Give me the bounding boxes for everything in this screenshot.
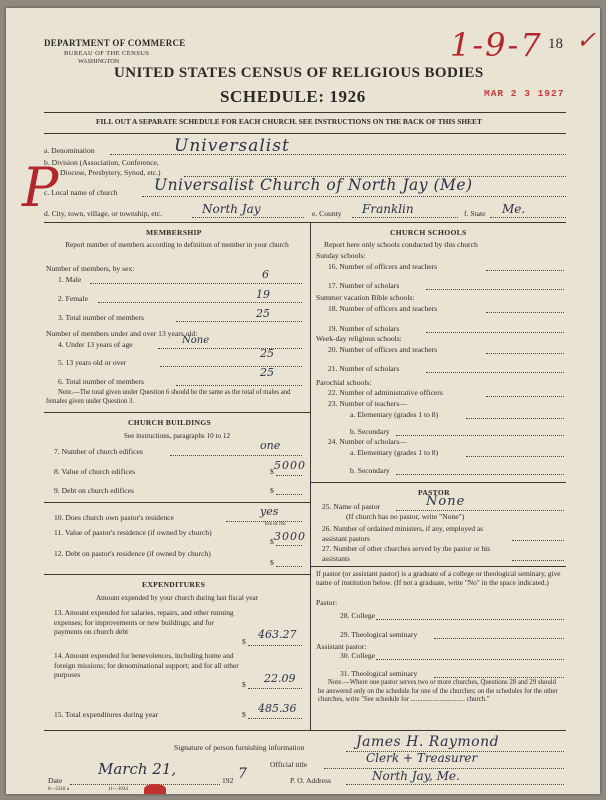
handwritten-schedule-number: 1-9-7	[450, 26, 543, 64]
members-by-sex-label: Number of members, by sex:	[46, 264, 135, 273]
q24a-label: a. Elementary (grades 1 to 8)	[350, 448, 439, 457]
q1-value: 6	[262, 268, 269, 281]
assistant-pastor-label: Assistant pastor:	[316, 642, 367, 651]
q11-value: 3000	[274, 530, 306, 543]
q28-label: 28. College	[340, 611, 376, 620]
q9-label: 9. Debt on church edifices	[54, 486, 134, 495]
state-value: Me.	[502, 202, 526, 216]
pastor-note: Note.—Where one pastor serves two or more churches, Questions 28 and 29 should be answered only on the schedule for one of the churches; on the schedules for the other churches, write "See schedule for ................................ church."	[318, 679, 558, 704]
q21-label: 21. Number of scholars	[328, 364, 400, 373]
q17-label: 17. Number of scholars	[328, 281, 400, 290]
form-title: UNITED STATES CENSUS OF RELIGIOUS BODIES	[114, 65, 484, 81]
pastor-heading: PASTOR	[418, 488, 450, 497]
division-label: b. Division (Association, Conference,	[44, 158, 159, 167]
q14-value: 22.09	[264, 672, 296, 685]
buildings-subheading: See instructions, paragraphs 10 to 12	[123, 432, 231, 440]
q7-label: 7. Number of church edifices	[54, 447, 143, 456]
form-code: 6—5318 a	[48, 787, 69, 792]
county-label: e. County	[312, 209, 342, 218]
q10-value: yes	[260, 505, 279, 518]
membership-note: Note.—The total given under Question 6 should be the same as the total of males and females given under Question 3.	[46, 389, 291, 405]
schedule-title: SCHEDULE: 1926	[220, 87, 366, 106]
q7-value: one	[260, 439, 281, 452]
q25-hint: (If church has no pastor, write "None")	[346, 512, 465, 521]
division-label-2: Diocese, Presbytery, Synod, etc.)	[60, 168, 161, 177]
q23-label: 23. Number of teachers—	[328, 399, 407, 408]
q30-label: 30. College	[340, 651, 376, 660]
printed-number: 18	[548, 36, 563, 52]
date-value: March 21,	[98, 760, 177, 778]
q3-label: 3. Total number of members	[58, 313, 145, 322]
q13-label: 13. Amount expended for salaries, repairs, and other running expenses; for improvements or new buildings; and for payments on church debt	[54, 608, 234, 637]
signature-value: James H. Raymond	[356, 734, 500, 750]
address-label: P. O. Address	[290, 776, 331, 785]
membership-heading: MEMBERSHIP	[146, 228, 202, 237]
q25-label: 25. Name of pastor	[322, 502, 381, 511]
expenditures-heading: EXPENDITURES	[142, 580, 206, 589]
department-name: DEPARTMENT OF COMMERCE	[44, 38, 186, 48]
official-title-label: Official title	[270, 760, 308, 769]
county-value: Franklin	[362, 202, 414, 216]
census-schedule-sheet: DEPARTMENT OF COMMERCE BUREAU OF THE CENSUS WASHINGTON 1-9-7 18 ✓ UNITED STATES CENSUS OF RELIGIOUS BODIES SCHEDULE: 1926 MAR 2 3 1927 FILL OUT A SEPARATE SCHEDULE FOR EACH CHURCH. SEE INSTRUCTIONS ON THE BACK OF THIS SHEET a. Denomination Universalist b. Division (Association, Conference, Diocese, Presbytery, Synod, etc.) c. Local name of church Universalist Church of North Jay (Me) d. City, town, village, or township, etc. North Jay e. County Franklin f. State Me. P MEMBERSHIP Report number of members according to definition of member in your church Number of members, by sex: 1. Male 6 2. Female 19 3. Total number of members 25 Number of members under and over 13 years old: 4. Under 13 years of age None 5. 13 years old or over 25 6. Total number of members 25 Note.—The total given under Question 6 should be the same as the total of males and females given under Question 3. CHURCH BUILDINGS See instructions, paragraphs 10 to 12 7. Number of church edifices one 8. Value of church edifices $ 5000 9. Debt on church edifices $ 10. Does church own pastor's residence yes Yes or No 11. Value of pastor's residence (if owned by church) $ 3000 12. Debt on pastor's residence (if owned by church) $ EXPENDITURES Amount expended by your church during last fiscal year 13. Amount expended for salaries, repairs, and other running expenses; for improvements or new buildings; and for payments on church debt $ 463.27 14. Amount expended for benevolences, including home and foreign missions; for denominational support; and for all other purposes $ 22.09 15. Total expenditures during year $ 485.36 CHURCH SCHOOLS Report here only schools conducted by this church Sunday schools: 16. Number of officers and teachers 17. Number of scholars Summer vacation Bible schools: 18. Number of officers and teachers 19. Number of scholars Week-day religious schools: 20. Number of officers and teachers 21. Number of scholars Parochial schools: 22. Number of administrative officers 23. Number of teachers— a. Elementary (grades 1 to 8) b. Secondary 24. Number of scholars— a. Elementary (grades 1 to 8) b. Secondary PASTOR 25. Name of pastor None (If church has no pastor, write "None") 26. Number of ordained ministers, if any, employed as assistant pastors 27. Number of other churches served by the pastor or his assistants If pastor (or assistant pastor) is a graduate of a college or theological seminary, give name of institution below. (If not a graduate, write "No" in the space indicated.) Pastor: 28. College 29. Theological seminary Assistant pastor: 30. College 31. Theological seminary Note.—Where one pastor serves two or more churches, Questions 28 and 29 should be answered only on the schedule for one of the churches; on the schedules for the other churches, write "See schedule for ................................ church." Signature of person furnishing information James H. Raymond Official title Clerk + Treasurer Date March 21, 192 7 P. O. Address North Jay, Me. 6—5318 a 11—1034	[6, 8, 600, 794]
sunday-schools-label: Sunday schools:	[316, 251, 366, 260]
q4-label: 4. Under 13 years of age	[58, 340, 133, 349]
date-label: Date	[48, 776, 63, 785]
q29-label: 29. Theological seminary	[340, 630, 418, 639]
denomination-value: Universalist	[174, 136, 290, 156]
q31-label: 31. Theological seminary	[340, 669, 418, 678]
q13-value: 463.27	[258, 628, 297, 641]
summer-schools-label: Summer vacation Bible schools:	[316, 293, 415, 302]
church-name-value: Universalist Church of North Jay (Me)	[154, 176, 473, 194]
schools-heading: CHURCH SCHOOLS	[390, 228, 467, 237]
q23b-label: b. Secondary	[350, 427, 390, 436]
state-label: f. State	[464, 209, 486, 218]
q10-label: 10. Does church own pastor's residence	[54, 513, 174, 522]
q24-label: 24. Number of scholars—	[328, 437, 407, 446]
address-value: North Jay, Me.	[372, 769, 460, 783]
buildings-heading: CHURCH BUILDINGS	[128, 418, 212, 427]
red-check-mark: ✓	[576, 26, 597, 54]
q3-value: 25	[256, 307, 270, 320]
denomination-label: a. Denomination	[44, 146, 95, 155]
q6-value: 25	[260, 366, 274, 379]
red-clip-mark	[144, 784, 166, 794]
q5-label: 5. 13 years old or over	[58, 358, 127, 367]
expenditures-subheading: Amount expended by your church during last fiscal year	[95, 594, 259, 602]
city-label: d. City, town, village, or township, etc.	[44, 209, 163, 218]
weekday-schools-label: Week-day religious schools:	[316, 334, 402, 343]
q24b-label: b. Secondary	[350, 466, 390, 475]
q22-label: 22. Number of administrative officers	[328, 388, 443, 397]
church-name-label: c. Local name of church	[44, 188, 118, 197]
age-heading: Number of members under and over 13 years old:	[46, 329, 198, 338]
q12-label: 12. Debt on pastor's residence (if owned by church)	[54, 549, 211, 558]
bureau-city: WASHINGTON	[78, 58, 120, 65]
q15-value: 485.36	[258, 702, 297, 715]
form-code-2: 11—1034	[108, 787, 128, 792]
q27-label: 27. Number of other churches served by the pastor or his assistants	[322, 544, 491, 563]
q18-label: 18. Number of officers and teachers	[328, 304, 438, 313]
q25-value: None	[426, 494, 466, 509]
q19-label: 19. Number of scholars	[328, 324, 400, 333]
signature-label: Signature of person furnishing information	[174, 743, 305, 752]
q26-label: 26. Number of ordained ministers, if any, employed as assistant pastors	[322, 524, 484, 543]
pastor-sub-label: Pastor:	[316, 598, 338, 607]
q1-label: 1. Male	[58, 275, 82, 284]
graduate-note: If pastor (or assistant pastor) is a graduate of a college or theological seminary, give name of institution below. (If not a graduate, write "No" in the space indicated.)	[316, 569, 561, 588]
q15-label: 15. Total expenditures during year	[54, 710, 159, 719]
q11-label: 11. Value of pastor's residence (if owned by church)	[54, 528, 212, 537]
q20-label: 20. Number of officers and teachers	[328, 345, 438, 354]
parochial-schools-label: Parochial schools:	[316, 378, 372, 387]
q6-label: 6. Total number of members	[58, 377, 145, 386]
q16-label: 16. Number of officers and teachers	[328, 262, 438, 271]
q5-value: 25	[260, 347, 274, 360]
official-title-value: Clerk + Treasurer	[366, 751, 478, 765]
q8-value: 5000	[274, 459, 306, 472]
general-instructions: FILL OUT A SEPARATE SCHEDULE FOR EACH CHURCH. SEE INSTRUCTIONS ON THE BACK OF THIS SHEET	[96, 117, 482, 126]
schools-subheading: Report here only schools conducted by this church	[324, 240, 478, 249]
q14-label: 14. Amount expended for benevolences, including home and foreign missions; for denominational support; and for all other purposes	[54, 651, 239, 680]
q8-label: 8. Value of church edifices	[54, 467, 136, 476]
q4-value: None	[182, 335, 210, 346]
membership-subheading: Report number of members according to definition of member in your church	[65, 241, 289, 249]
city-value: North Jay	[202, 202, 261, 216]
received-date-stamp: MAR 2 3 1927	[484, 88, 565, 99]
year-value: 7	[238, 766, 247, 782]
q23a-label: a. Elementary (grades 1 to 8)	[350, 410, 439, 419]
year-prefix: 192	[222, 776, 234, 785]
q10-hint: Yes or No	[264, 521, 286, 527]
q2-label: 2. Female	[58, 294, 88, 303]
bureau-name: BUREAU OF THE CENSUS	[64, 50, 150, 57]
red-pencil-mark: P	[22, 156, 59, 219]
q2-value: 19	[256, 288, 270, 301]
